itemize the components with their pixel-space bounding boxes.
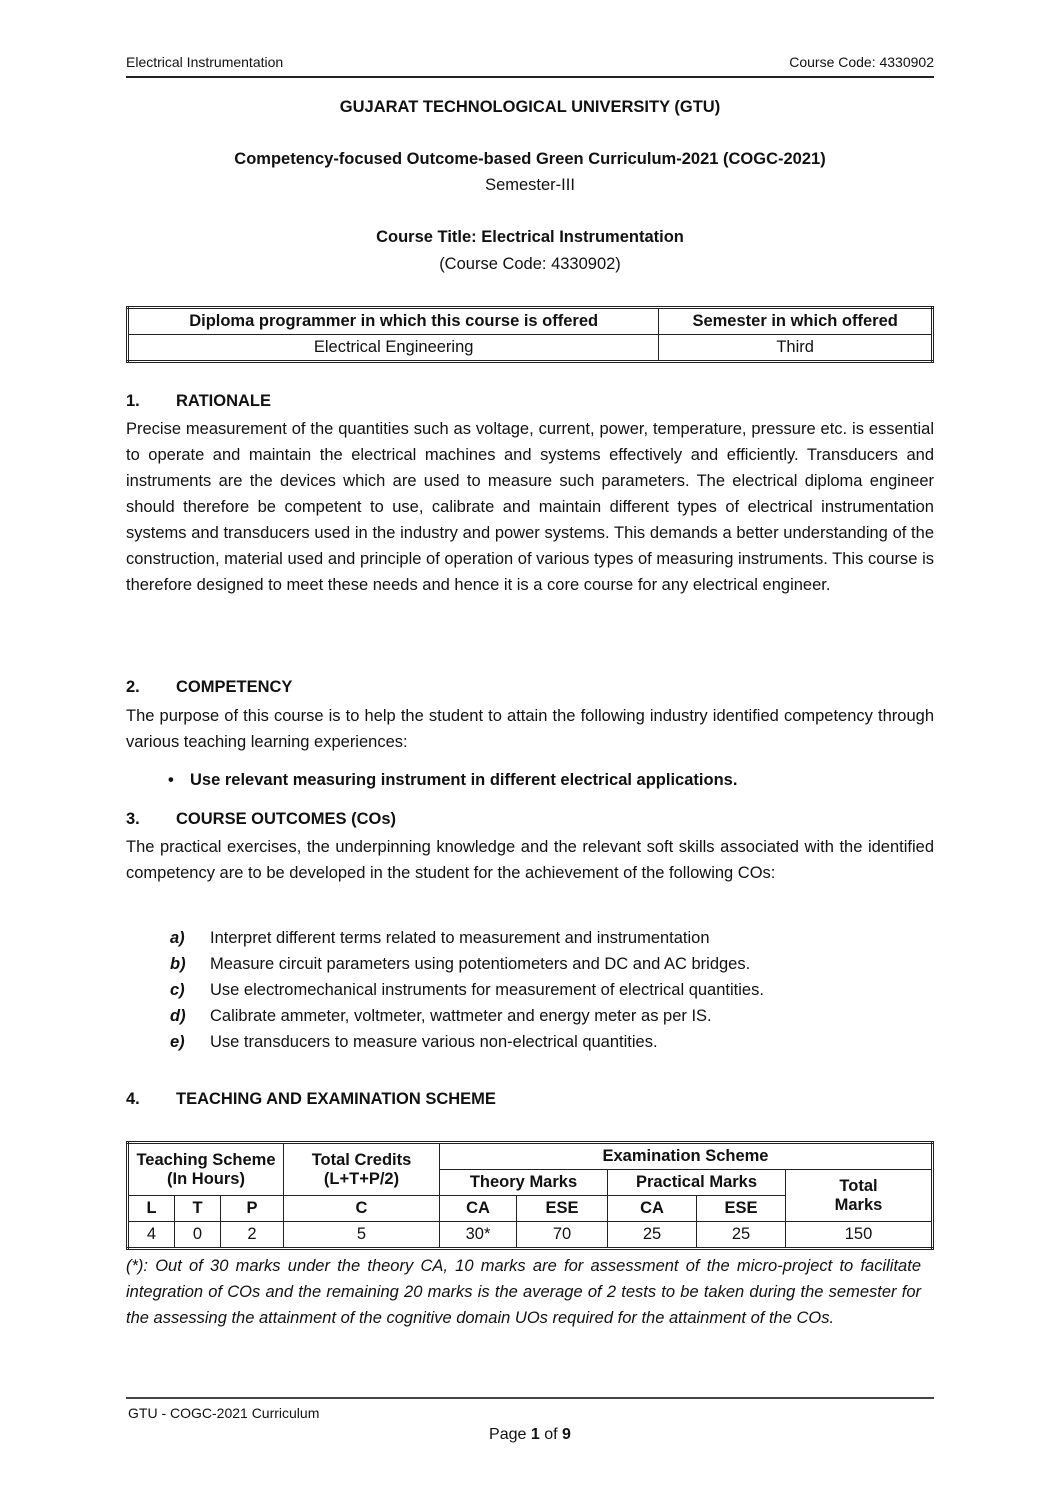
col-t: T <box>175 1196 221 1222</box>
exam-scheme-header: Examination Scheme <box>440 1143 933 1170</box>
offering-programme: Electrical Engineering <box>128 335 659 362</box>
header-course-code: Course Code: 4330902 <box>789 54 934 70</box>
col-p: P <box>221 1196 284 1222</box>
offering-table <box>126 306 934 363</box>
practical-marks-header: Practical Marks <box>608 1170 786 1196</box>
col-l: L <box>128 1196 175 1222</box>
outcome-item: a) Interpret different terms related to measurement and instrumentation <box>170 929 710 947</box>
offering-header-programme: Diploma programmer in which this course is offered <box>128 308 659 335</box>
rationale-text: Precise measurement of the quantities such as voltage, current, power, temperature, pressure etc. is essential to operate and maintain the electrical machines and systems effectively and efficiently. Transducers and instruments are the devices which are used to measure such parameters. The electrical diploma engineer should therefore be competent to use, calibrate and maintain different types of electrical instrumentation systems and transducers used in the industry and power systems. This demands a better understanding of the construction, material used and principle of operation of various types of measuring instruments. This course is therefore designed to meet these needs and hence it is a core course for any electrical engineer. <box>126 420 934 594</box>
outcomes-text: The practical exercises, the underpinning knowledge and the relevant soft skills associated with the identified competency are to be developed in the student for the achievement of the following COs: <box>126 838 934 882</box>
credits-header: Total Credits (L+T+P/2) <box>284 1143 440 1196</box>
section-heading-scheme: 4. TEACHING AND EXAMINATION SCHEME <box>126 1090 496 1108</box>
teaching-scheme-header: Teaching Scheme (In Hours) <box>128 1143 284 1196</box>
theory-marks-header: Theory Marks <box>440 1170 608 1196</box>
curriculum-title: Competency-focused Outcome-based Green Curriculum-2021 (COGC-2021) <box>234 150 826 168</box>
outcome-item: b) Measure circuit parameters using potentiometers and DC and AC bridges. <box>170 955 751 973</box>
scheme-footnote: (*): Out of 30 marks under the theory CA, 10 marks are for assessment of the micro-project to facilitate integration of COs and the remaining 20 marks is the average of 2 tests to be taken during the semester for the assessing the attainment of the cognitive domain UOs required for the attainment of the COs. <box>126 1257 921 1327</box>
col-practical-ese: ESE <box>697 1196 786 1222</box>
page-footer <box>126 1397 934 1421</box>
header-course-name: Electrical Instrumentation <box>126 54 284 70</box>
footer-curriculum: GTU - COGC-2021 Curriculum <box>128 1405 320 1421</box>
course-title: Course Title: Electrical Instrumentation <box>376 228 684 246</box>
scheme-table <box>126 1141 934 1250</box>
col-c: C <box>284 1196 440 1222</box>
outcome-item: d) Calibrate ammeter, voltmeter, wattmeter and energy meter as per IS. <box>170 1007 712 1025</box>
section-heading-outcomes: 3. COURSE OUTCOMES (COs) <box>126 810 397 828</box>
total-marks-header: Total Marks <box>786 1170 933 1222</box>
page-header <box>126 52 934 78</box>
section-heading-competency: 2. COMPETENCY <box>126 678 293 696</box>
outcome-item: c) Use electromechanical instruments for measurement of electrical quantities. <box>170 981 764 999</box>
table-row: 4 0 2 5 30* 70 25 25 150 <box>128 1222 933 1249</box>
col-theory-ca: CA <box>440 1196 517 1222</box>
offering-semester: Third <box>659 335 933 362</box>
competency-bullet: • Use relevant measuring instrument in different electrical applications. <box>168 771 738 789</box>
bullet-icon: • <box>168 771 174 789</box>
col-theory-ese: ESE <box>517 1196 608 1222</box>
page-number: Page 1 of 9 <box>489 1426 571 1443</box>
col-practical-ca: CA <box>608 1196 697 1222</box>
competency-text: The purpose of this course is to help the student to attain the following industry identified competency through various teaching learning experiences: <box>126 707 934 751</box>
offering-header-semester: Semester in which offered <box>659 308 933 335</box>
university-title: GUJARAT TECHNOLOGICAL UNIVERSITY (GTU) <box>339 98 721 116</box>
outcome-item: e) Use transducers to measure various non-electrical quantities. <box>170 1033 658 1051</box>
section-heading-rationale: 1. RATIONALE <box>126 392 272 410</box>
semester-label: Semester-III <box>485 176 575 194</box>
course-outcomes-list <box>170 925 764 1055</box>
course-code: (Course Code: 4330902) <box>439 255 621 273</box>
